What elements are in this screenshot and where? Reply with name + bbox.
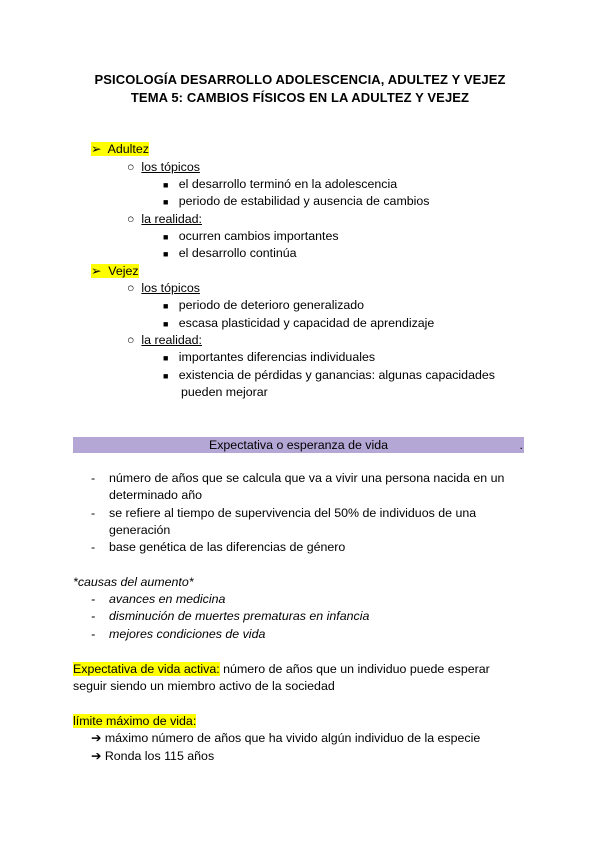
square-bullet-icon: ■ bbox=[163, 232, 169, 242]
vejez-topico-1: periodo de deterioro generalizado bbox=[178, 298, 365, 312]
activa-definition-cont: seguir siendo un miembro activo de la sociedad bbox=[73, 679, 335, 693]
circle-bullet-icon: ○ bbox=[127, 333, 135, 347]
adultez-realidad-label: la realidad: bbox=[141, 212, 202, 226]
list-item bbox=[163, 297, 364, 315]
list-item bbox=[163, 193, 430, 211]
square-bullet-icon: ■ bbox=[163, 180, 169, 190]
esperanza-item-2: se refiere al tiempo de supervivencia del 50% de individuos de una bbox=[109, 506, 477, 520]
limite-item-1-text: máximo número de años que ha vivido algún individuo de la especie bbox=[104, 731, 481, 745]
limite-item-2 bbox=[91, 748, 214, 765]
causa-item-2: disminución de muertes prematuras en infancia bbox=[109, 609, 370, 623]
section-adultez-heading bbox=[91, 141, 149, 158]
list-item bbox=[163, 245, 297, 263]
limite-term: límite máximo de vida: bbox=[73, 714, 197, 728]
right-arrow-icon: ➔ bbox=[91, 731, 102, 745]
dash-bullet: - bbox=[91, 506, 96, 520]
square-bullet-icon: ■ bbox=[163, 249, 169, 259]
vejez-topico-2: escasa plasticidad y capacidad de aprendizaje bbox=[178, 316, 435, 330]
square-bullet-icon: ■ bbox=[163, 371, 169, 381]
vejez-realidad-label: la realidad: bbox=[141, 333, 202, 347]
banner-title: Expectativa o esperanza de vida bbox=[208, 438, 389, 452]
vejez-realidad-item bbox=[127, 332, 202, 349]
list-item bbox=[163, 228, 339, 246]
vejez-realidad-2: existencia de pérdidas y ganancias: algunas capacidades bbox=[178, 368, 495, 382]
square-bullet-icon: ■ bbox=[163, 301, 169, 311]
causa-item-1: avances en medicina bbox=[109, 592, 226, 606]
adultez-topicos-item bbox=[127, 159, 200, 176]
dash-bullet: - bbox=[91, 471, 96, 485]
adultez-topicos-label: los tópicos bbox=[141, 160, 200, 174]
banner-end: . bbox=[519, 438, 523, 452]
dash-bullet: - bbox=[91, 627, 96, 641]
title-line-1: PSICOLOGÍA DESARROLLO ADOLESCENCIA, ADULTEZ Y VEJEZ bbox=[94, 72, 506, 87]
dash-bullet: - bbox=[91, 609, 96, 623]
limite-item-2-text: Ronda los 115 años bbox=[104, 749, 215, 763]
vejez-topicos-label: los tópicos bbox=[141, 281, 200, 295]
limite-heading bbox=[73, 713, 196, 730]
esperanza-item-1: número de años que se calcula que va a vivir una persona nacida en un bbox=[109, 471, 505, 485]
vejez-label: Vejez bbox=[108, 264, 139, 278]
list-item bbox=[163, 367, 495, 385]
circle-bullet-icon: ○ bbox=[127, 281, 135, 295]
dash-bullet: - bbox=[91, 540, 96, 554]
causas-title: *causas del aumento* bbox=[73, 575, 194, 589]
esperanza-item-2-cont: generación bbox=[109, 523, 171, 537]
adultez-realidad-2: el desarrollo continúa bbox=[178, 246, 297, 260]
circle-bullet-icon: ○ bbox=[127, 160, 135, 174]
circle-bullet-icon: ○ bbox=[127, 212, 135, 226]
vejez-topicos-item bbox=[127, 280, 200, 297]
square-bullet-icon: ■ bbox=[163, 197, 169, 207]
activa-term: Expectativa de vida activa: bbox=[73, 662, 220, 676]
section-vejez-heading bbox=[91, 263, 139, 280]
limite-item-1 bbox=[91, 730, 480, 747]
vejez-realidad-1: importantes diferencias individuales bbox=[178, 350, 376, 364]
activa-definition: número de años que un individuo puede esperar bbox=[219, 662, 490, 676]
list-item bbox=[163, 176, 397, 194]
adultez-topico-1: el desarrollo terminó en la adolescencia bbox=[178, 177, 398, 191]
causa-item-3: mejores condiciones de vida bbox=[109, 627, 266, 641]
section-banner bbox=[73, 437, 524, 453]
right-arrow-icon: ➔ bbox=[91, 749, 102, 763]
dash-bullet: - bbox=[91, 592, 96, 606]
arrowhead-icon: ➢ bbox=[91, 142, 102, 156]
adultez-realidad-item bbox=[127, 211, 202, 228]
title-line-2: TEMA 5: CAMBIOS FÍSICOS EN LA ADULTEZ Y VEJEZ bbox=[130, 90, 470, 105]
adultez-topico-2: periodo de estabilidad y ausencia de cambios bbox=[178, 194, 430, 208]
square-bullet-icon: ■ bbox=[163, 353, 169, 363]
list-item bbox=[163, 315, 434, 333]
adultez-label: Adultez bbox=[107, 142, 149, 156]
list-item-continuation: pueden mejorar bbox=[181, 385, 268, 399]
list-item bbox=[163, 349, 375, 367]
esperanza-item-3: base genética de las diferencias de género bbox=[109, 540, 346, 554]
activa-paragraph bbox=[73, 661, 490, 678]
adultez-realidad-1: ocurren cambios importantes bbox=[178, 229, 339, 243]
esperanza-item-1-cont: determinado año bbox=[109, 488, 202, 502]
square-bullet-icon: ■ bbox=[163, 319, 169, 329]
arrowhead-icon: ➢ bbox=[91, 264, 102, 278]
